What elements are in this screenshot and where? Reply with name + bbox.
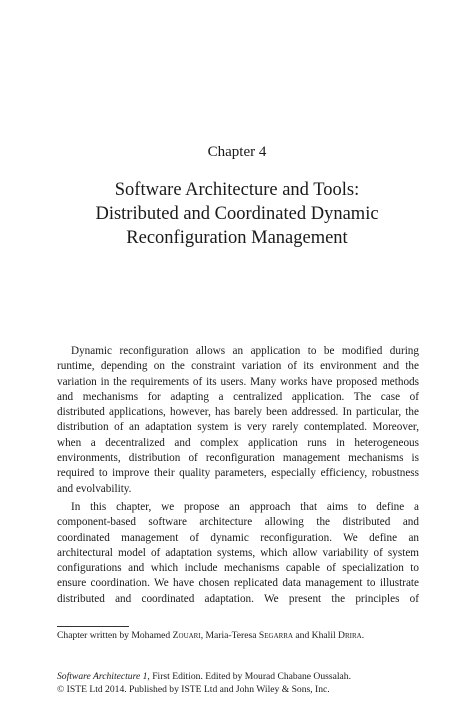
author-surname-rest: rira [344,630,362,641]
paragraph-abstract [57,344,419,497]
text-line: required to improve their quality parameters, especially efficiency, robustness [57,467,419,480]
author-surname-rest: ouari [178,630,201,641]
chapter-title-line: Reconfiguration Management [126,228,348,248]
text-line: distributed and coordinated adaptation. We present the principles of [57,592,419,605]
text-line: and mechanisms for adapting a centralized application. The case of [57,390,419,403]
publication-footer [57,670,351,696]
edition-text: , First Edition. Edited by Mourad Chabane Oussalah. [147,671,351,682]
paragraph-intro [57,500,419,607]
text-line: environments, distribution of reconfiguration management mechanisms is [57,452,419,465]
text-line: and evolvability. [57,482,132,495]
footnote-separator: , Maria-Teresa [200,630,259,641]
footnote [57,630,364,641]
footnote-prefix: Chapter written by Mohamed [57,630,173,641]
text-line: variation in the requirements of its users. Many works have proposed methods [57,375,419,388]
footnote-separator: and Khalil [293,630,339,641]
text-line: distribution of an adaptation system is very rarely contemplated. Moreover, [57,421,419,434]
text-line: when a decentralized and complex application runs in heterogeneous [57,436,419,449]
chapter-label: Chapter 4 [207,144,267,160]
text-line: runtime, depending on the constraint variation of its environment and the [57,360,419,373]
copyright-line: © ISTE Ltd 2014. Published by ISTE Ltd and John Wiley & Sons, Inc. [57,684,330,695]
book-title: Software Architecture 1 [57,671,148,682]
footnote-suffix: . [361,630,365,641]
text-line: coordinated management of dynamic reconfiguration. We define an [57,531,419,544]
author-surname-rest: egarra [264,630,294,641]
footer-edition-line [57,670,351,683]
text-line: configurations and which include mechanisms capable of specialization to [57,562,419,575]
chapter-title [40,178,434,250]
text-line: Dynamic reconfiguration allows an application to be modified during [71,345,419,357]
footnote-divider [57,626,129,627]
text-line: ensure coordination. We have chosen replicated data management to illustrate [57,577,419,590]
author-surname-initial: Z [172,630,179,641]
text-line: distributed applications, however, has barely been addressed. In particular, the [57,406,419,419]
text-line: In this chapter, we propose an approach that aims to define a [71,501,419,513]
author-surname-initial: S [258,630,265,641]
chapter-title-line: Distributed and Coordinated Dynamic [95,204,379,224]
chapter-title-line: Software Architecture and Tools: [114,180,360,200]
text-line: component-based software architecture allowing the distributed and [57,516,419,529]
author-surname-initial: D [338,630,345,641]
text-line: architectural model of adaptation systems, which allow variability of system [57,546,419,559]
